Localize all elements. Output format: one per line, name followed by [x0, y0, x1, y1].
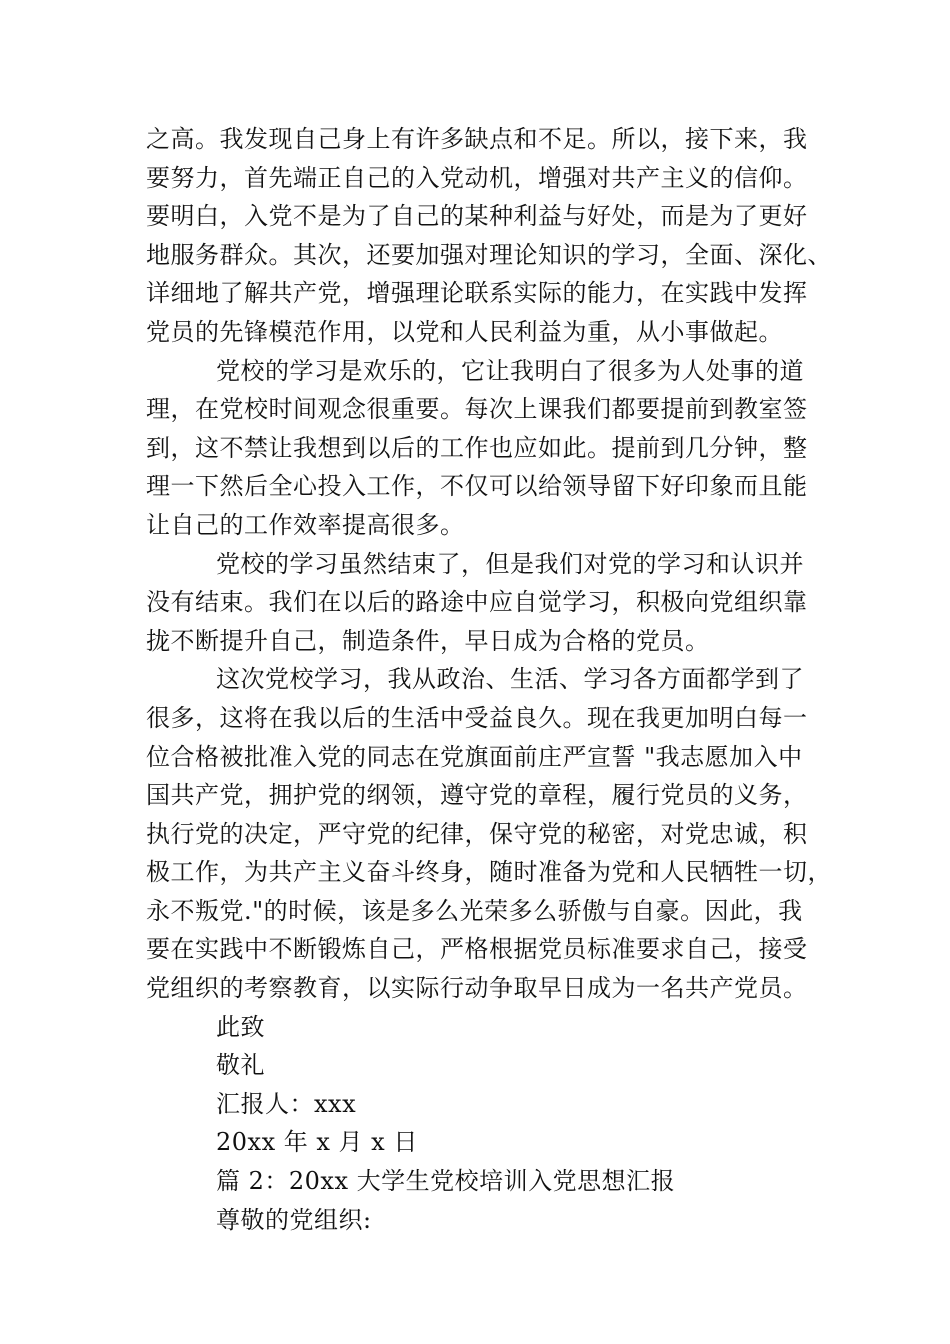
text-line: 这次党校学习，我从政治、生活、学习各方面都学到了 [216, 665, 804, 694]
reporter-line: 汇报人：xxx [216, 1089, 357, 1118]
text-line: 党校的学习是欢乐的，它让我明白了很多为人处事的道 [216, 356, 804, 385]
paragraph-1 [146, 120, 832, 352]
text-line: 极工作，为共产主义奋斗终身，随时准备为党和人民牺牲一切， [146, 858, 832, 887]
salutation-line: 尊敬的党组织: [216, 1205, 372, 1234]
text-line: 详细地了解共产党，增强理论联系实际的能力，在实践中发挥 [146, 279, 808, 308]
text-line: 党员的先锋模范作用，以党和人民利益为重，从小事做起。 [146, 317, 783, 346]
text-line: 没有结束。我们在以后的路途中应自觉学习，积极向党组织靠 [146, 588, 808, 617]
date-line: 20xx 年 x 月 x 日 [216, 1128, 418, 1157]
paragraph-2 [146, 352, 816, 545]
text-line: 之高。我发现自己身上有许多缺点和不足。所以，接下来，我 [146, 125, 808, 153]
section-title: 篇 2：20xx 大学生党校培训入党思想汇报 [216, 1167, 676, 1196]
text-line: 理，在党校时间观念很重要。每次上课我们都要提前到教室签 [146, 395, 808, 424]
text-line: 让自己的工作效率提高很多。 [146, 510, 465, 539]
text-line: 很多，这将在我以后的生活中受益良久。现在我更加明白每一 [146, 703, 808, 732]
text-line: 要明白，入党不是为了自己的某种利益与好处，而是为了更好 [146, 202, 808, 231]
text-line: 要在实践中不断锻炼自己，严格根据党员标准要求自己，接受 [146, 935, 808, 964]
paragraph-3 [146, 545, 816, 661]
text-line: 党组织的考察教育，以实际行动争取早日成为一名共产党员。 [146, 974, 808, 1003]
text-line: 党校的学习虽然结束了，但是我们对党的学习和认识并 [216, 549, 804, 578]
text-line: 拢不断提升自己，制造条件，早日成为合格的党员。 [146, 626, 710, 655]
text-line: 到，这不禁让我想到以后的工作也应如此。提前到几分钟，整 [146, 433, 808, 462]
text-line: 永不叛党."的时候，该是多么光荣多么骄傲与自豪。因此，我 [146, 896, 803, 925]
text-line: 地服务群众。其次，还要加强对理论知识的学习，全面、深化、 [146, 240, 832, 269]
closing-salute: 敬礼 [216, 1051, 265, 1080]
text-line: 理一下然后全心投入工作，不仅可以给领导留下好印象而且能 [146, 472, 808, 501]
text-line: 国共产党，拥护党的纲领，遵守党的章程，履行党员的义务， [146, 781, 808, 810]
document-body [146, 120, 832, 1239]
text-line: 要努力，首先端正自己的入党动机，增强对共产主义的信仰。 [146, 163, 808, 192]
text-line: 位合格被批准入党的同志在党旗面前庄严宣誓 "我志愿加入中 [146, 742, 803, 771]
text-line: 执行党的决定，严守党的纪律，保守党的秘密，对党忠诚，积 [146, 819, 808, 848]
paragraph-4 [146, 660, 832, 1007]
closing-greeting: 此致 [216, 1012, 265, 1041]
